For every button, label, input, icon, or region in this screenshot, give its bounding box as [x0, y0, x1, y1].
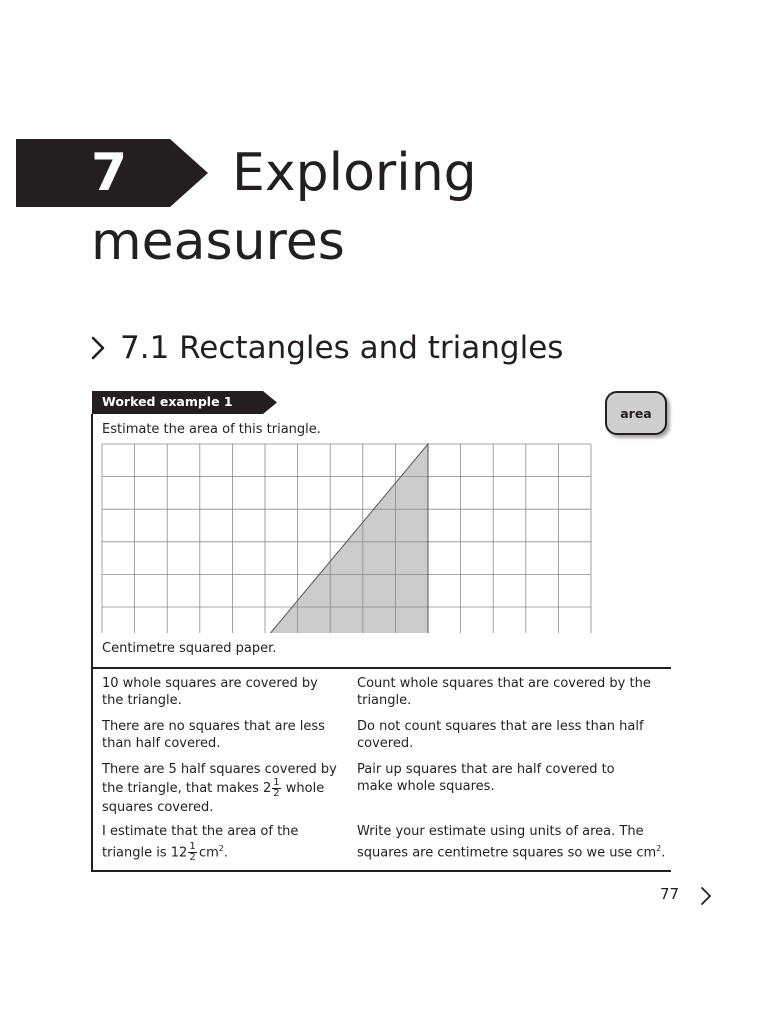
fraction-denominator: 2	[189, 852, 196, 864]
step-3-text-a: There are 5 half squares covered by the triangle, that makes 2	[102, 762, 337, 796]
squared-paper-grid	[101, 443, 595, 633]
chapter-number: 7	[91, 143, 128, 203]
fraction-denominator: 2	[273, 788, 280, 799]
fraction	[272, 778, 280, 799]
step-4-explanation-end: .	[661, 845, 666, 861]
fraction	[188, 842, 196, 863]
example-prompt: Estimate the area of this triangle.	[102, 422, 321, 437]
section-heading	[88, 326, 563, 370]
step-3-working	[102, 761, 347, 816]
step-2-working: There are no squares that are less than half covered.	[102, 719, 325, 751]
grid-caption: Centimetre squared paper.	[102, 641, 277, 656]
keyword-badge: area	[605, 391, 667, 435]
step-3-explanation: Pair up squares that are half covered to make whole squares.	[357, 762, 615, 794]
step-1-explanation: Count whole squares that are covered by the triangle.	[357, 676, 651, 708]
step-2-explanation: Do not count squares that are less than half covered.	[357, 719, 644, 751]
step-1-working: 10 whole squares are covered by the triangle.	[102, 676, 318, 708]
step-4-explanation-text: Write your estimate using units of area. The squares are centimetre squares so we use cm	[357, 824, 657, 861]
step-3-text-b: whole squares covered.	[102, 781, 325, 815]
unit-superscript: 2	[656, 844, 662, 853]
chevron-right-icon	[88, 335, 110, 361]
left-divider	[91, 414, 93, 872]
chapter-title-line-2: measures	[91, 212, 345, 272]
worked-example-label: Worked example 1	[102, 394, 233, 409]
next-page-chevron-icon[interactable]	[699, 886, 713, 906]
step-4-explanation	[357, 823, 672, 861]
fraction-numerator: 1	[273, 777, 280, 788]
page-number: 77	[660, 885, 680, 903]
chapter-title-line-1: Exploring	[232, 143, 477, 203]
unit-superscript: 2	[218, 844, 224, 853]
section-divider	[91, 667, 671, 669]
step-4-working	[102, 823, 327, 863]
step-4-end: .	[223, 845, 229, 861]
fraction-numerator: 1	[189, 841, 196, 853]
triangle-shape	[265, 444, 428, 633]
bottom-divider	[91, 870, 671, 872]
step-4-text-a: I estimate that the area of the triangle is 12	[102, 824, 299, 861]
section-title: 7.1 Rectangles and triangles	[120, 330, 564, 366]
unit: cm	[198, 845, 219, 861]
